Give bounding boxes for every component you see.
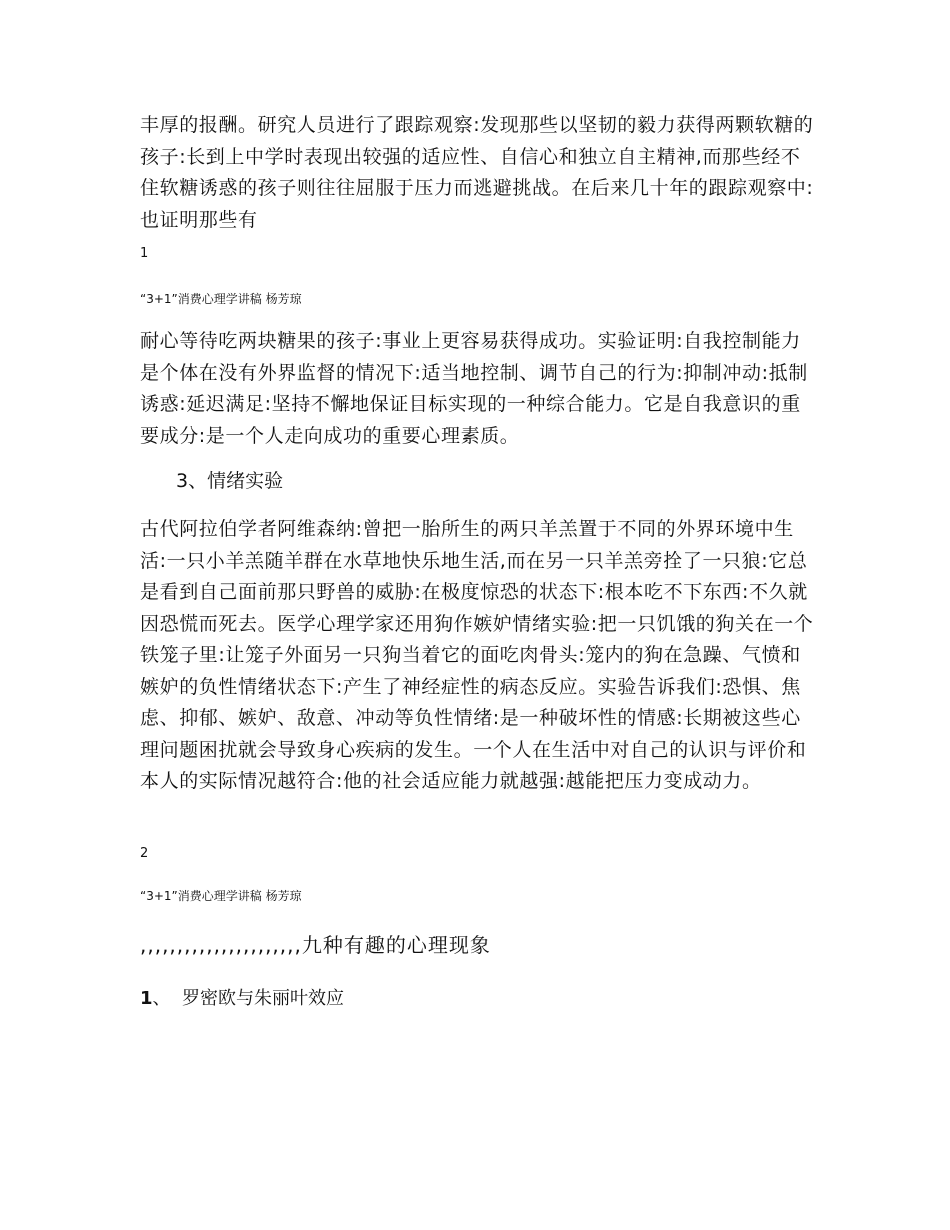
section-heading-emotion-experiment: 3、情绪实验 xyxy=(176,470,284,492)
page-header: “3+1”消费心理学讲稿 杨芳琼 xyxy=(140,292,302,306)
page-header: “3+1”消费心理学讲稿 杨芳琼 xyxy=(140,889,302,903)
item-number: 1 xyxy=(140,988,153,1009)
list-item-romeo-juliet-effect xyxy=(140,984,344,1010)
paragraph-reward-observation: 丰厚的报酬。研究人员进行了跟踪观察:发现那些以坚韧的毅力获得两颗软糖的孩子:长到上中学时表现出较强的适应性、自信心和独立自主精神,而那些经不住软糖诱惑的孩子则往往屈服于压力而逃避挑战。在后来几十年的跟踪观察中:也证明那些有 xyxy=(140,114,814,231)
item-separator: 、 xyxy=(152,988,171,1009)
page-number: 1 xyxy=(140,246,149,261)
chapter-title: ,,,,,,,,,,,,,,,,,,,,,,九种有趣的心理现象 xyxy=(140,933,491,957)
page-number: 2 xyxy=(140,846,149,861)
paragraph-emotion-experiment: 古代阿拉伯学者阿维森纳:曾把一胎所生的两只羊羔置于不同的外界环境中生活:一只小羊羔随羊群在水草地快乐地生活,而在另一只羊羔旁拴了一只狼:它总是看到自己面前那只野兽的威胁:在极度惊恐的状态下:根本吃不下东西:不久就因恐慌而死去。医学心理学家还用狗作嫉妒情绪实验:把一只饥饿的狗关在一个铁笼子里:让笼子外面另一只狗当着它的面吃肉骨头:笼内的狗在急躁、气愤和嫉妒的负性情绪状态下:产生了神经症性的病态反应。实验告诉我们:恐惧、焦虑、抑郁、嫉妒、敌意、冲动等负性情绪:是一种破坏性的情感:长期被这些心理问题困扰就会导致身心疾病的发生。一个人在生活中对自己的认识与评价和本人的实际情况越符合:他的社会适应能力就越强:越能把压力变成动力。 xyxy=(140,518,814,792)
item-label: 罗密欧与朱丽叶效应 xyxy=(181,988,344,1009)
paragraph-self-control: 耐心等待吃两块糖果的孩子:事业上更容易获得成功。实验证明:自我控制能力是个体在没有外界监督的情况下:适当地控制、调节自己的行为:抑制冲动:抵制诱惑:延迟满足:坚持不懈地保证目标实现的一种综合能力。它是自我意识的重要成分:是一个人走向成功的重要心理素质。 xyxy=(140,330,808,447)
